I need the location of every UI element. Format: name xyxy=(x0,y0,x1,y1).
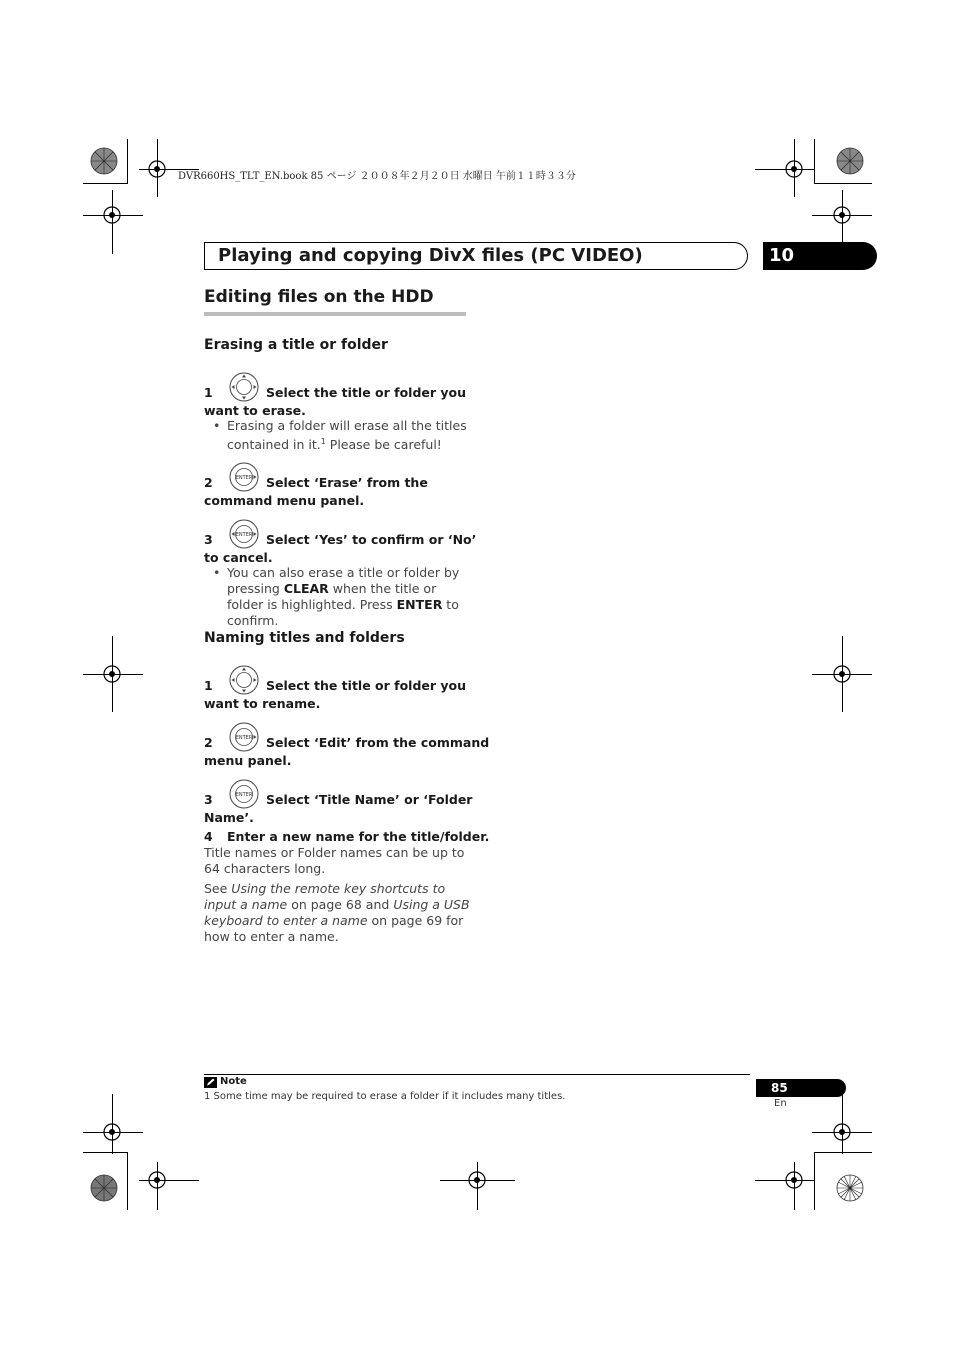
naming-step-2-continued: menu panel. xyxy=(204,753,292,768)
chapter-number: 10 xyxy=(763,242,877,270)
enter-button-icon xyxy=(229,779,259,809)
erasing-step-2-text: Select ‘Erase’ from the xyxy=(266,475,428,490)
naming-step-2-text: Select ‘Edit’ from the command xyxy=(266,735,490,750)
naming-step-4-number: 4 xyxy=(204,829,213,844)
erasing-heading: Erasing a title or folder xyxy=(204,337,388,353)
svg-text:ENTER: ENTER xyxy=(235,531,253,538)
erasing-step-3-text: Select ‘Yes’ to confirm or ‘No’ xyxy=(266,532,477,547)
svg-text:ENTER: ENTER xyxy=(235,734,253,741)
footnote: 1 Some time may be required to erase a folder if it includes many titles. xyxy=(204,1091,566,1102)
note-divider xyxy=(204,1074,750,1075)
enter-button-icon xyxy=(229,462,259,492)
naming-heading: Naming titles and folders xyxy=(204,630,405,646)
enter-button-icon xyxy=(229,519,259,549)
erasing-step-2-continued: command menu panel. xyxy=(204,493,365,508)
naming-step-1-text: Select the title or folder you xyxy=(266,678,467,693)
erasing-step-1-continued: want to erase. xyxy=(204,403,306,418)
naming-step-1-number: 1 xyxy=(204,678,213,693)
erasing-step-2-number: 2 xyxy=(204,475,213,490)
naming-step-1-continued: want to rename. xyxy=(204,696,321,711)
erasing-bullet-2: You can also erase a title or folder by pressing CLEAR when the title or folder is highlighted. Press ENTER to confirm. xyxy=(227,565,460,628)
language-label: En xyxy=(774,1098,787,1109)
chapter-header xyxy=(204,242,748,270)
erasing-bullet-1: Erasing a folder will erase all the titles contained in it.$^1$ Please be careful! xyxy=(227,418,467,453)
erasing-step-1-text: Select the title or folder you xyxy=(266,385,467,400)
erasing-step-1-number: 1 xyxy=(204,385,213,400)
naming-step-3-number: 3 xyxy=(204,792,213,807)
note-pencil-icon xyxy=(204,1077,217,1088)
bullet-marker: • xyxy=(213,565,221,580)
book-file-header: DVR660HS_TLT_EN.book 85 ページ ２００８年２月２０日 水曜日 午前１１時３３分 xyxy=(178,171,576,182)
naming-step-2-number: 2 xyxy=(204,735,213,750)
erasing-step-3-continued: to cancel. xyxy=(204,550,273,565)
naming-paragraph-2: See Using the remote key shortcuts to input a name on page 68 and Using a USB keyboard to enter a name on page 69 for how to enter a name. xyxy=(204,881,470,944)
section-divider xyxy=(204,312,466,316)
bullet-marker: • xyxy=(213,418,221,433)
naming-step-4-text: Enter a new name for the title/folder. xyxy=(227,829,490,844)
naming-step-3-text: Select ‘Title Name’ or ‘Folder xyxy=(266,792,473,807)
dpad-icon xyxy=(229,372,259,402)
erasing-step-3-number: 3 xyxy=(204,532,213,547)
enter-button-icon xyxy=(229,722,259,752)
naming-step-3-continued: Name’. xyxy=(204,810,254,825)
svg-text:ENTER: ENTER xyxy=(235,474,253,481)
note-label: Note xyxy=(220,1076,247,1087)
naming-paragraph-1: Title names or Folder names can be up to 64 characters long. xyxy=(204,845,465,876)
svg-text:ENTER: ENTER xyxy=(235,791,253,798)
page-number: 85 xyxy=(756,1079,846,1097)
chapter-title: Playing and copying DivX files (PC VIDEO) xyxy=(218,245,643,266)
dpad-icon xyxy=(229,665,259,695)
section-title: Editing files on the HDD xyxy=(204,287,434,307)
